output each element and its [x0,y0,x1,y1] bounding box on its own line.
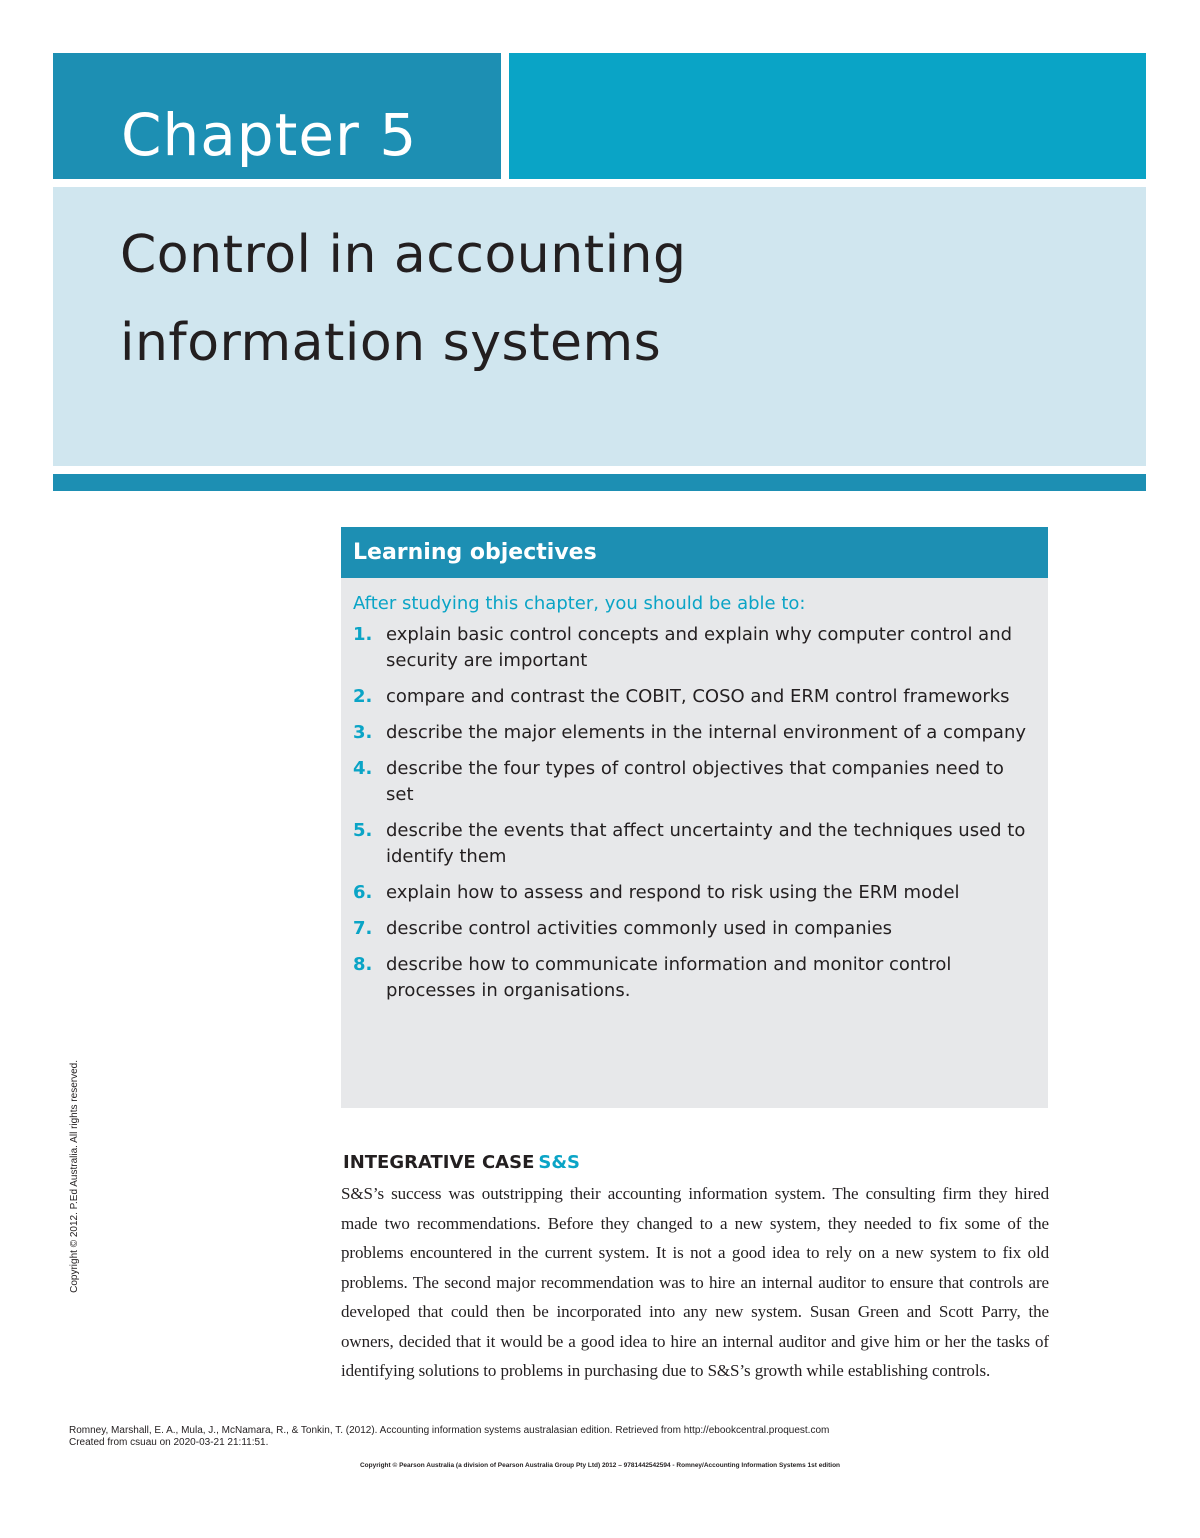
chapter-title-line-2: information systems [120,313,662,373]
integrative-case-tag: S&S [538,1152,580,1173]
objective-text: compare and contrast the COBIT, COSO and ERM control frameworks [386,686,1010,707]
objective-number: 2. [353,686,373,707]
objective-number: 8. [353,954,373,975]
objective-number: 6. [353,882,373,903]
objective-text: describe the four types of control objectives that companies need to set [386,758,1004,805]
footer-created: Created from csuau on 2020-03-21 21:11:51. [69,1437,269,1448]
chapter-banner-right [509,53,1146,179]
objective-text: describe how to communicate information and monitor control processes in organisations. [386,954,952,1001]
side-copyright-notice: Copyright © 2012. P.Ed Australia. All rights reserved. [69,1060,80,1293]
chapter-label: Chapter 5 [121,101,418,169]
objective-item [353,916,1048,942]
objective-item [353,952,1048,1004]
footer-citation: Romney, Marshall, E. A., Mula, J., McNamara, R., & Tonkin, T. (2012). Accounting information systems australasian edition. Retrieved from http://ebookcentral.proquest.com [69,1425,830,1436]
footer-copyright: Copyright © Pearson Australia (a division of Pearson Australia Group Pty Ltd) 2012 – 9781442542594 - Romney/Accounting Information Systems 1st edition [359,1462,841,1469]
objective-item [353,684,1048,710]
chapter-title-line-1: Control in accounting [120,225,687,285]
objective-item [353,880,1048,906]
objective-item [353,818,1048,870]
objective-text: describe control activities commonly used in companies [386,918,893,939]
objective-item [353,756,1048,808]
objective-number: 5. [353,820,373,841]
learning-objectives-panel [341,527,1048,1108]
objective-item [353,622,1048,674]
objective-text: explain basic control concepts and explain why computer control and security are important [386,624,1013,671]
header-divider [53,474,1146,491]
learning-objectives-list [341,622,1048,1004]
objective-number: 1. [353,624,373,645]
integrative-case-body: S&S’s success was outstripping their accounting information system. The consulting firm they hired made two recommendations. Before they changed to a new system, they needed to fix some of the problems encountered in the current system. It is not a good idea to rely on a new system to fix old problems. The second major recommendation was to hire an internal auditor to ensure that controls are developed that could then be incorporated into any new system. Susan Green and Scott Parry, the owners, decided that it would be a good idea to hire an internal auditor and give him or her the tasks of identifying solutions to problems in purchasing due to S&S’s growth while establishing controls. [341,1184,1049,1380]
integrative-case-label: INTEGRATIVE CASE [343,1152,535,1173]
objective-number: 3. [353,722,373,743]
objective-item [353,720,1048,746]
objective-text: describe the events that affect uncertainty and the techniques used to identify them [386,820,1026,867]
integrative-case-heading [343,1150,580,1176]
objective-text: describe the major elements in the internal environment of a company [386,722,1027,743]
objective-number: 7. [353,918,373,939]
objective-number: 4. [353,758,373,779]
learning-objectives-heading: Learning objectives [341,527,1048,578]
chapter-title [120,211,1020,387]
objective-text: explain how to assess and respond to risk using the ERM model [386,882,960,903]
learning-objectives-intro: After studying this chapter, you should be able to: [353,593,806,614]
